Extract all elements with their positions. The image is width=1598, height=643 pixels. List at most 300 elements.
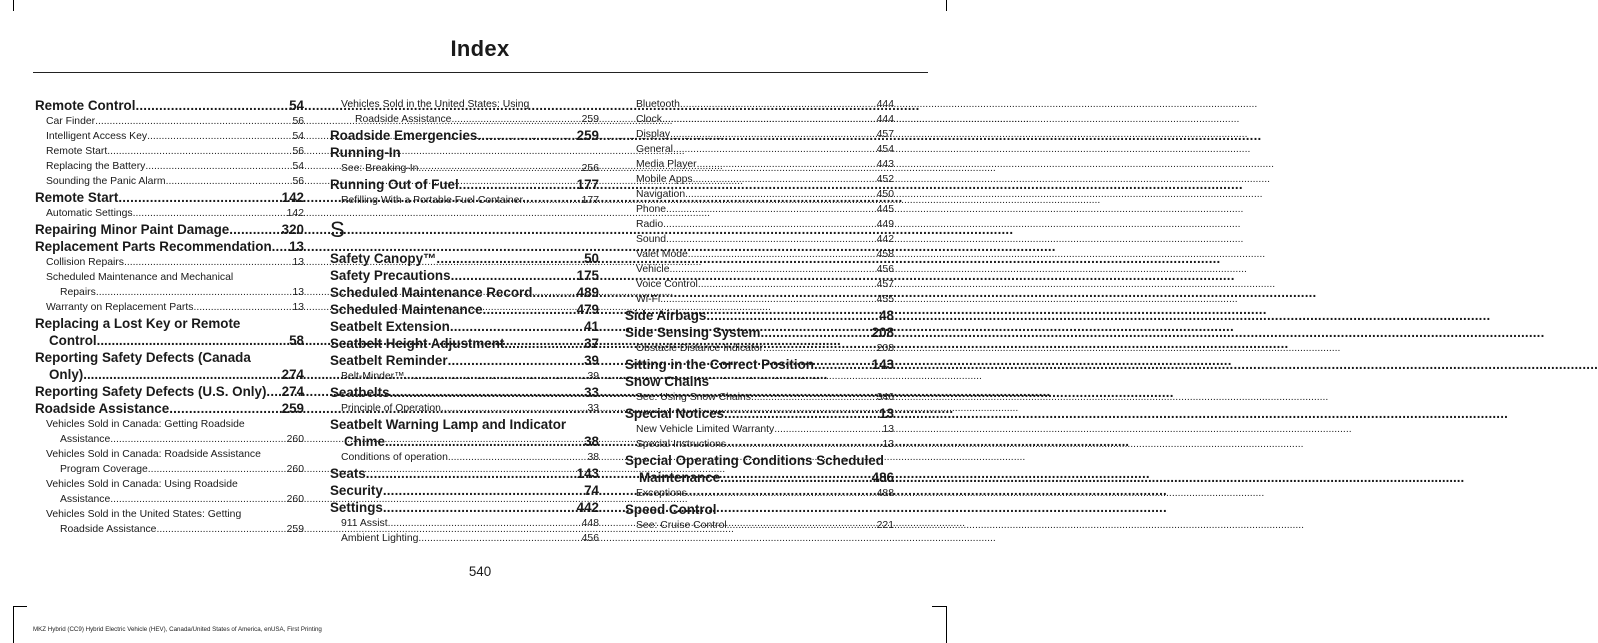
index-subentry[interactable]: [330, 401, 599, 416]
index-entry[interactable]: [35, 97, 304, 114]
entry-text: Intelligent Access Key: [46, 131, 148, 142]
page-ref: 143: [871, 357, 894, 372]
entry-text: New Vehicle Limited Warranty: [636, 424, 775, 435]
dot-leader: [110, 432, 286, 447]
subentry-text-line-2[interactable]: [35, 522, 304, 537]
dot-leader: [477, 127, 576, 144]
subentry-text-line-2[interactable]: [330, 112, 599, 127]
entry-text-line-1: Special Operating Conditions Scheduled: [625, 453, 884, 468]
dot-leader: [451, 112, 581, 127]
entry-text: Assistance: [60, 494, 111, 505]
index-entry[interactable]: [330, 499, 599, 516]
index-subentry[interactable]: [625, 232, 894, 247]
index-entry[interactable]: [625, 324, 894, 341]
dot-leader: [451, 267, 577, 284]
section-letter: S: [330, 217, 345, 242]
entry-text: Reporting Safety Defects (U.S. Only): [35, 384, 267, 399]
dot-leader: [166, 174, 293, 189]
dot-leader: [169, 400, 281, 417]
page-ref: 143: [576, 466, 599, 481]
page-ref: 486: [871, 470, 894, 485]
entry-text: Special Instructions: [636, 439, 727, 450]
dot-leader: [814, 356, 872, 373]
entry-text: See: Breaking-In: [341, 163, 419, 174]
crop-mark-bottom-right-v: [946, 606, 947, 643]
subentry-text-line-1: Vehicles Sold in Canada: Using Roadside: [46, 479, 238, 490]
page-ref: 39: [584, 353, 599, 368]
dot-leader: [660, 292, 876, 307]
dot-leader: [459, 176, 577, 193]
page-ref: 13: [292, 287, 304, 298]
page-ref: 175: [576, 268, 599, 283]
entry-text: Car Finder: [46, 116, 96, 127]
dot-leader: [726, 437, 882, 452]
index-entry[interactable]: [625, 307, 894, 324]
page-ref: 54: [289, 98, 304, 113]
page-ref: 41: [584, 319, 599, 334]
index-column-2: [330, 97, 599, 546]
entry-text: Chime: [344, 434, 385, 449]
page-ref: 74: [584, 483, 599, 498]
entry-text: Remote Start: [35, 190, 119, 205]
dot-leader: [666, 232, 877, 247]
entry-text: Assistance: [60, 434, 111, 445]
page-ref: 259: [281, 401, 304, 416]
dot-leader: [448, 352, 585, 369]
crop-mark-top-right-v: [946, 0, 947, 11]
page-ref: 56: [292, 146, 304, 157]
entry-text: Replacing the Battery: [46, 161, 146, 172]
dot-leader: [670, 127, 877, 142]
entry-text: Sitting in the Correct Position: [625, 357, 814, 372]
subentry-text-line-2[interactable]: [35, 462, 304, 477]
entry-text: Radio: [636, 219, 664, 230]
dot-leader: [156, 522, 286, 537]
page-ref: 454: [876, 144, 894, 155]
index-entry-wrapped[interactable]: [625, 452, 894, 486]
subentry-text-line-1: Vehicles Sold in Canada: Roadside Assistance: [46, 449, 261, 460]
page-ref: 142: [281, 190, 304, 205]
entry-text: Refilling With a Portable Fuel Container: [341, 195, 523, 206]
dot-leader: [697, 157, 877, 172]
dot-leader: [110, 492, 286, 507]
page-ref: 445: [876, 204, 894, 215]
entry-text: Belt-Minder™: [341, 371, 405, 382]
entry-text: Valet Mode: [636, 249, 688, 260]
page-ref: 259: [286, 524, 304, 535]
index-subentry[interactable]: [625, 518, 894, 533]
dot-leader: [698, 277, 877, 292]
dot-leader: [272, 238, 289, 255]
dot-leader: [662, 112, 877, 127]
entry-text: Seatbelt Extension: [330, 319, 450, 334]
index-entry[interactable]: [330, 352, 599, 369]
index-heading: Running-In: [330, 145, 401, 160]
entry-text: Replacement Parts Recommendation: [35, 239, 272, 254]
footer-text: MKZ Hybrid (CC9) Hybrid Electric Vehicle (HEV), Canada/United States of America, enUSA, First Printing: [33, 626, 322, 633]
index-subentry-wrapped[interactable]: [35, 507, 304, 537]
page-ref: 320: [281, 222, 304, 237]
dot-leader: [145, 159, 292, 174]
page-ref: 142: [286, 208, 304, 219]
dot-leader: [390, 384, 585, 401]
entry-text: Sound: [636, 234, 667, 245]
crop-mark-bottom-right-h: [932, 606, 946, 607]
dot-leader: [385, 433, 584, 450]
entry-text: Voice Control: [636, 279, 698, 290]
page-ref: 13: [882, 424, 894, 435]
dot-leader: [727, 518, 877, 533]
entry-text: Ambient Lighting: [341, 533, 419, 544]
subentry-text-line-1: Vehicles Sold in Canada: Getting Roadside: [46, 419, 245, 430]
dot-leader: [532, 284, 576, 301]
index-subentry[interactable]: [625, 217, 894, 232]
page-ref: 177: [581, 195, 599, 206]
index-subentry[interactable]: [35, 114, 304, 129]
index-entry[interactable]: [330, 384, 599, 401]
index-entry-wrapped[interactable]: [330, 416, 599, 450]
index-subentry[interactable]: [330, 450, 599, 465]
entry-text: Seats: [330, 466, 366, 481]
page-ref: 13: [882, 439, 894, 450]
page-ref: 54: [292, 161, 304, 172]
index-subentry-wrapped[interactable]: [35, 417, 304, 447]
dot-leader: [666, 202, 877, 217]
dot-leader: [436, 250, 584, 267]
entry-text: Automatic Settings: [46, 208, 133, 219]
page-ref: 33: [587, 403, 599, 414]
page-ref: 256: [581, 163, 599, 174]
entry-text: Obstacle Distance Indicator: [636, 343, 764, 354]
page-ref: 450: [876, 189, 894, 200]
page-ref: 489: [576, 285, 599, 300]
index-entry[interactable]: [35, 238, 304, 255]
index-entry[interactable]: [35, 221, 304, 238]
entry-text: Roadside Assistance: [35, 401, 170, 416]
page-ref: 260: [286, 494, 304, 505]
page-ref: 39: [587, 371, 599, 382]
dot-leader: [97, 332, 289, 349]
index-subentry[interactable]: [330, 161, 599, 176]
index-subentry[interactable]: [625, 127, 894, 142]
page-number: 540: [468, 564, 492, 579]
index-subentry[interactable]: [35, 159, 304, 174]
dot-leader: [124, 255, 292, 270]
entry-text: See: Using Snow Chains: [636, 392, 751, 403]
entry-text: Bluetooth: [636, 99, 680, 110]
page-ref: 444: [876, 114, 894, 125]
index-heading: Snow Chains: [625, 374, 710, 389]
page-ref: 38: [584, 434, 599, 449]
page-ref: 50: [584, 251, 599, 266]
index-entry[interactable]: [625, 405, 894, 422]
page-ref: 58: [289, 333, 304, 348]
page-ref: 13: [292, 302, 304, 313]
dot-leader: [760, 324, 871, 341]
dot-leader: [763, 341, 877, 356]
entry-text: Wi-Fi: [636, 294, 661, 305]
entry-text: Warranty on Replacement Parts: [46, 302, 194, 313]
dot-leader: [688, 247, 877, 262]
entry-text-line-2[interactable]: [35, 366, 304, 383]
entry-text: Remote Control: [35, 98, 136, 113]
dot-leader: [483, 301, 577, 318]
dot-leader: [673, 142, 877, 157]
dot-leader: [680, 97, 877, 112]
page-ref: 54: [292, 131, 304, 142]
index-subentry[interactable]: [625, 292, 894, 307]
entry-text: Side Sensing System: [625, 325, 761, 340]
page-ref: 452: [876, 174, 894, 185]
dot-leader: [504, 335, 584, 352]
entry-text: Safety Canopy™: [330, 251, 437, 266]
entry-text-line-2[interactable]: [330, 433, 599, 450]
page-ref: 442: [876, 234, 894, 245]
entry-text-line-1: Seatbelt Warning Lamp and Indicator: [330, 417, 567, 432]
dot-leader: [95, 114, 292, 129]
index-subentry[interactable]: [35, 129, 304, 144]
entry-text-line-2[interactable]: [625, 469, 894, 486]
page-ref: 479: [576, 302, 599, 317]
page-ref: 449: [876, 219, 894, 230]
page-ref: 448: [581, 518, 599, 529]
index-subentry[interactable]: [625, 341, 894, 356]
entry-text: Safety Precautions: [330, 268, 451, 283]
dot-leader: [685, 187, 877, 202]
index-heading: Speed Control: [625, 502, 717, 517]
index-subentry[interactable]: [625, 202, 894, 217]
entry-text: Clock: [636, 114, 662, 125]
index-entry[interactable]: [330, 301, 599, 318]
dot-leader: [388, 516, 582, 531]
entry-text: Remote Start: [46, 146, 108, 157]
dot-leader: [450, 318, 584, 335]
dot-leader: [523, 193, 582, 208]
page-title: Index: [450, 36, 510, 61]
page-ref: 260: [286, 434, 304, 445]
page-ref: 457: [876, 279, 894, 290]
index-subentry[interactable]: [35, 144, 304, 159]
index-column-1: [35, 97, 304, 537]
index-subentry[interactable]: [330, 531, 599, 546]
dot-leader: [720, 469, 872, 486]
index-subentry-wrapped[interactable]: [35, 270, 304, 300]
dot-leader: [133, 206, 287, 221]
title-divider: [33, 72, 928, 73]
dot-leader: [441, 401, 588, 416]
page-ref: 208: [876, 343, 894, 354]
index-entry[interactable]: [35, 189, 304, 206]
entry-text: Special Notices: [625, 406, 724, 421]
entry-text: Roadside Assistance: [355, 114, 452, 125]
entry-text: Seatbelts: [330, 385, 390, 400]
page-ref: 208: [871, 325, 894, 340]
index-entry[interactable]: [330, 318, 599, 335]
subentry-text-line-1: Vehicles Sold in the United States: Getting: [46, 509, 242, 520]
dot-leader: [366, 465, 577, 482]
dot-leader: [193, 300, 292, 315]
entry-text: Settings: [330, 500, 383, 515]
page-ref: 259: [581, 114, 599, 125]
index-subentry[interactable]: [625, 422, 894, 437]
dot-leader: [663, 217, 877, 232]
dot-leader: [135, 97, 289, 114]
entry-text: Seatbelt Reminder: [330, 353, 448, 368]
page-ref: 274: [281, 384, 304, 399]
entry-text: Collision Repairs: [46, 257, 124, 268]
index-subentry[interactable]: [625, 437, 894, 452]
dot-leader: [418, 161, 581, 176]
index-subentry[interactable]: [625, 390, 894, 405]
page-ref: 443: [876, 159, 894, 170]
index-subentry[interactable]: [625, 187, 894, 202]
page-ref: 260: [286, 464, 304, 475]
index-entry[interactable]: [330, 267, 599, 284]
entry-text: Side Airbags: [625, 308, 707, 323]
index-subentry[interactable]: [625, 112, 894, 127]
index-entry[interactable]: [330, 465, 599, 482]
entry-text-line-2[interactable]: [35, 332, 304, 349]
entry-text-line-1: Replacing a Lost Key or Remote: [35, 316, 241, 331]
page-ref: 37: [584, 336, 599, 351]
dot-leader: [687, 486, 877, 501]
entry-text: Scheduled Maintenance Record: [330, 285, 533, 300]
dot-leader: [670, 262, 877, 277]
entry-text: Only): [49, 367, 84, 382]
index-subentry[interactable]: [35, 174, 304, 189]
crop-mark-bottom-left-h: [13, 606, 27, 607]
index-subentry[interactable]: [625, 172, 894, 187]
subentry-text-line-2[interactable]: [35, 285, 304, 300]
index-subentry[interactable]: [625, 97, 894, 112]
page-ref: 33: [584, 385, 599, 400]
subentry-text-line-2[interactable]: [35, 492, 304, 507]
index-subentry[interactable]: [35, 255, 304, 270]
page-ref: 56: [292, 116, 304, 127]
index-column-3: [625, 97, 894, 533]
page-ref: 444: [876, 99, 894, 110]
index-entry[interactable]: [330, 284, 599, 301]
page-ref: 458: [876, 249, 894, 260]
index-entry[interactable]: [35, 400, 304, 417]
page-ref: 346: [876, 392, 894, 403]
page-ref: 456: [876, 264, 894, 275]
dot-leader: [724, 405, 879, 422]
subentry-text-line-2[interactable]: [35, 432, 304, 447]
index-subentry[interactable]: [625, 142, 894, 157]
page-ref: 442: [576, 500, 599, 515]
entry-text: See: Cruise Control: [636, 520, 727, 531]
index-subentry[interactable]: [35, 206, 304, 221]
entry-text: Navigation: [636, 189, 686, 200]
page-ref: 456: [581, 533, 599, 544]
index-subentry[interactable]: [330, 193, 599, 208]
subentry-text-line-1: Vehicles Sold in the United States: Using: [341, 99, 530, 110]
entry-text: Maintenance: [639, 470, 721, 485]
index-subentry[interactable]: [35, 300, 304, 315]
dot-leader: [383, 482, 584, 499]
index-subentry[interactable]: [330, 516, 599, 531]
dot-leader: [693, 172, 877, 187]
index-subentry[interactable]: [625, 277, 894, 292]
entry-text: Mobile Apps: [636, 174, 693, 185]
entry-text: Media Player: [636, 159, 697, 170]
index-entry-wrapped[interactable]: [35, 349, 304, 383]
entry-text: Exceptions: [636, 488, 687, 499]
crop-mark-top-left-v: [13, 0, 14, 11]
entry-text: Principle of Operation: [341, 403, 441, 414]
index-subentry[interactable]: [625, 486, 894, 501]
entry-text: Sounding the Panic Alarm: [46, 176, 166, 187]
subentry-text-line-1: Scheduled Maintenance and Mechanical: [46, 272, 234, 283]
dot-leader: [83, 366, 281, 383]
entry-text: Conditions of operation: [341, 452, 448, 463]
dot-leader: [448, 450, 588, 465]
page-ref: 274: [281, 367, 304, 382]
entry-text: Roadside Emergencies: [330, 128, 478, 143]
entry-text: Control: [49, 333, 97, 348]
entry-text: Phone: [636, 204, 667, 215]
index-entry[interactable]: [330, 250, 599, 267]
dot-leader: [383, 499, 577, 516]
index-subentry-wrapped[interactable]: [35, 477, 304, 507]
page-ref: 221: [876, 520, 894, 531]
dot-leader: [107, 144, 292, 159]
index-entry[interactable]: [35, 383, 304, 400]
entry-text: Repairing Minor Paint Damage: [35, 222, 230, 237]
index-entry[interactable]: [330, 482, 599, 499]
page-ref: 13: [879, 406, 894, 421]
entry-text: Security: [330, 483, 383, 498]
page-ref: 455: [876, 294, 894, 305]
index-entry[interactable]: [625, 356, 894, 373]
page-ref: 488: [876, 488, 894, 499]
page-ref: 13: [292, 257, 304, 268]
page-ref: 457: [876, 129, 894, 140]
index-entry[interactable]: [330, 335, 599, 352]
dot-leader: [266, 383, 281, 400]
index-subentry[interactable]: [625, 262, 894, 277]
page-ref: 259: [576, 128, 599, 143]
entry-text: Roadside Assistance: [60, 524, 157, 535]
crop-mark-bottom-left-v: [13, 606, 14, 643]
page-ref: 13: [289, 239, 304, 254]
dot-leader: [751, 390, 877, 405]
page-ref: 177: [576, 177, 599, 192]
dot-leader: [96, 285, 293, 300]
page-ref: 48: [879, 308, 894, 323]
dot-leader: [706, 307, 879, 324]
index-entry[interactable]: [330, 127, 599, 144]
dot-leader: [118, 189, 281, 206]
index-subentry[interactable]: [330, 369, 599, 384]
entry-text-line-1: Reporting Safety Defects (Canada: [35, 350, 251, 365]
entry-text: Seatbelt Height Adjustment: [330, 336, 505, 351]
entry-text: 911 Assist: [341, 518, 388, 529]
entry-text: Display: [636, 129, 671, 140]
page-ref: 38: [587, 452, 599, 463]
index-entry-wrapped[interactable]: [35, 315, 304, 349]
index-entry[interactable]: [330, 176, 599, 193]
entry-text: Program Coverage: [60, 464, 148, 475]
index-subentry-wrapped[interactable]: [35, 447, 304, 477]
index-subentry[interactable]: [625, 157, 894, 172]
entry-text: Repairs: [60, 287, 96, 298]
page-ref: 56: [292, 176, 304, 187]
index-subentry-wrapped[interactable]: [330, 97, 599, 127]
entry-text: Vehicle: [636, 264, 670, 275]
index-subentry[interactable]: [625, 247, 894, 262]
